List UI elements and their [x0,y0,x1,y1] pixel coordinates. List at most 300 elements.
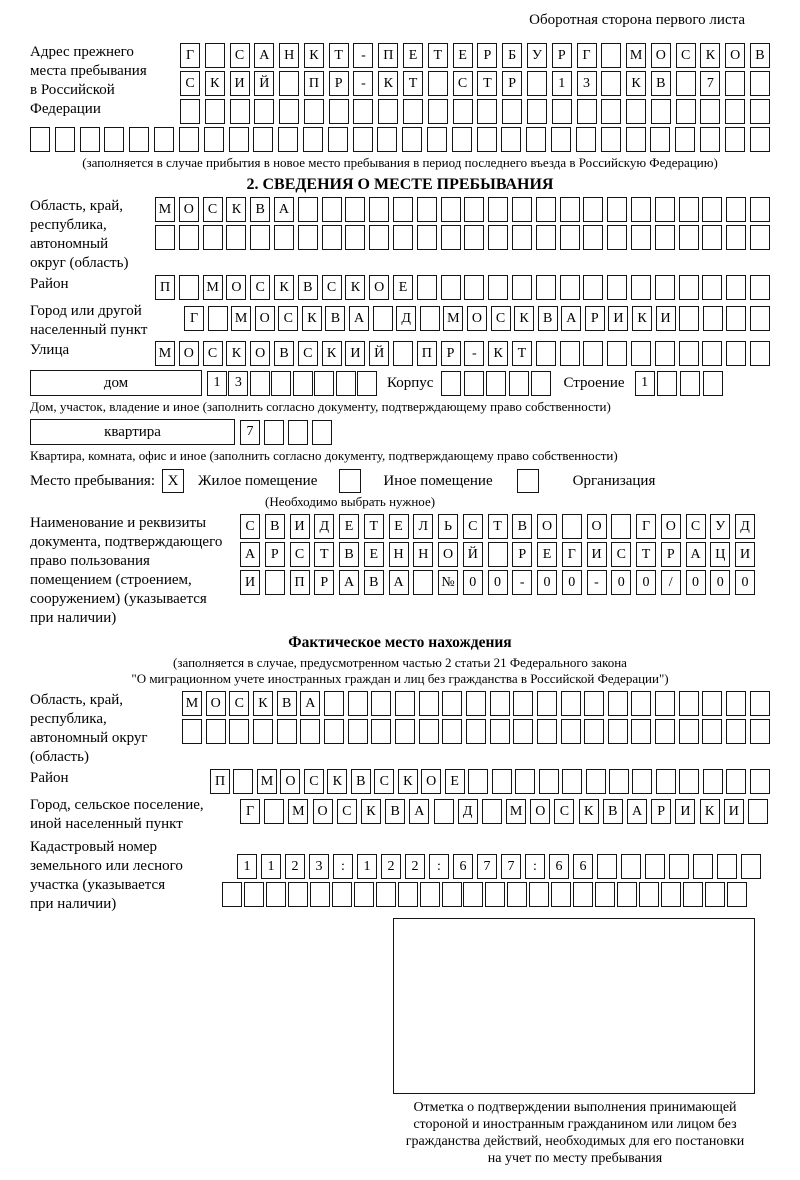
char-box[interactable]: Р [651,799,671,824]
char-box[interactable]: О [179,197,199,222]
char-box[interactable] [104,127,124,152]
char-box[interactable] [277,719,297,744]
char-box[interactable] [393,341,413,366]
char-box[interactable]: Л [413,514,433,539]
char-box[interactable]: Т [314,542,334,567]
char-box[interactable] [560,275,580,300]
char-box[interactable] [750,306,770,331]
char-box[interactable] [597,854,617,879]
char-box[interactable] [601,43,621,68]
char-box[interactable] [265,570,285,595]
char-box[interactable]: Е [393,275,413,300]
char-box[interactable]: О [369,275,389,300]
char-box[interactable] [453,99,473,124]
char-box[interactable]: П [378,43,398,68]
char-box[interactable] [515,769,535,794]
char-box[interactable] [466,719,486,744]
char-box[interactable]: Е [445,769,465,794]
char-box[interactable] [586,769,606,794]
char-box[interactable] [300,719,320,744]
char-box[interactable]: Г [636,514,656,539]
char-box[interactable]: М [288,799,308,824]
char-box[interactable]: П [210,769,230,794]
char-box[interactable]: № [438,570,458,595]
char-box[interactable]: Т [364,514,384,539]
char-box[interactable]: У [527,43,547,68]
char-box[interactable]: С [453,71,473,96]
char-box[interactable] [583,225,603,250]
char-box[interactable] [369,197,389,222]
char-box[interactable]: К [327,769,347,794]
char-box[interactable]: 0 [488,570,508,595]
char-box[interactable]: О [280,769,300,794]
char-box[interactable] [229,127,249,152]
char-box[interactable]: Е [364,542,384,567]
char-box[interactable] [536,225,556,250]
char-box[interactable]: А [627,799,647,824]
char-box[interactable] [626,99,646,124]
char-box[interactable] [427,127,447,152]
char-box[interactable]: С [229,691,249,716]
char-box[interactable] [726,306,746,331]
char-box[interactable]: Д [458,799,478,824]
char-box[interactable] [230,99,250,124]
char-box[interactable]: Г [184,306,204,331]
char-box[interactable] [679,719,699,744]
char-box[interactable]: К [488,341,508,366]
char-box[interactable] [669,854,689,879]
char-box[interactable]: А [274,197,294,222]
char-box[interactable] [226,225,246,250]
char-box[interactable] [434,799,454,824]
char-box[interactable] [293,371,313,396]
char-box[interactable] [253,127,273,152]
char-box[interactable] [676,99,696,124]
char-box[interactable] [507,882,527,907]
char-box[interactable]: Т [488,514,508,539]
char-box[interactable] [244,882,264,907]
char-box[interactable]: М [203,275,223,300]
char-box[interactable]: 3 [577,71,597,96]
char-box[interactable] [560,341,580,366]
char-box[interactable] [726,341,746,366]
char-box[interactable] [607,197,627,222]
char-box[interactable] [631,275,651,300]
char-box[interactable] [417,275,437,300]
char-box[interactable] [583,275,603,300]
char-box[interactable] [485,882,505,907]
char-box[interactable] [679,769,699,794]
char-box[interactable] [727,882,747,907]
char-box[interactable]: О [206,691,226,716]
char-box[interactable]: Е [453,43,473,68]
char-box[interactable] [353,127,373,152]
char-box[interactable] [725,127,745,152]
char-box[interactable] [288,420,308,445]
char-box[interactable] [345,197,365,222]
char-box[interactable] [700,99,720,124]
char-box[interactable]: 0 [686,570,706,595]
char-box[interactable] [477,127,497,152]
char-box[interactable]: А [349,306,369,331]
char-box[interactable] [560,225,580,250]
char-box[interactable]: К [253,691,273,716]
char-box[interactable]: О [467,306,487,331]
char-box[interactable]: М [626,43,646,68]
char-box[interactable] [631,197,651,222]
char-box[interactable] [655,719,675,744]
char-box[interactable] [631,691,651,716]
char-box[interactable]: Т [636,542,656,567]
char-box[interactable] [679,306,699,331]
char-box[interactable]: В [603,799,623,824]
char-box[interactable] [513,719,533,744]
char-box[interactable] [631,719,651,744]
char-box[interactable]: Е [403,43,423,68]
char-box[interactable]: О [255,306,275,331]
char-box[interactable]: Р [502,71,522,96]
char-box[interactable] [527,71,547,96]
char-box[interactable]: В [538,306,558,331]
char-box[interactable]: О [587,514,607,539]
char-box[interactable] [205,43,225,68]
char-box[interactable] [726,719,746,744]
char-box[interactable]: О [725,43,745,68]
char-box[interactable] [608,691,628,716]
char-box[interactable]: К [579,799,599,824]
char-box[interactable] [650,127,670,152]
char-box[interactable] [645,854,665,879]
char-box[interactable] [595,882,615,907]
char-box[interactable]: Р [265,542,285,567]
char-box[interactable] [526,127,546,152]
char-box[interactable]: М [443,306,463,331]
char-box[interactable]: С [304,769,324,794]
char-box[interactable] [403,99,423,124]
char-box[interactable] [717,854,737,879]
char-box[interactable]: 3 [228,371,248,396]
char-box[interactable]: К [398,769,418,794]
char-box[interactable]: 0 [463,570,483,595]
char-box[interactable] [560,197,580,222]
char-box[interactable] [332,882,352,907]
char-box[interactable]: К [514,306,534,331]
char-box[interactable] [551,882,571,907]
char-box[interactable] [264,420,284,445]
char-box[interactable] [562,514,582,539]
char-box[interactable]: П [304,71,324,96]
char-box[interactable]: С [180,71,200,96]
char-box[interactable]: Д [396,306,416,331]
char-box[interactable]: К [205,71,225,96]
char-box[interactable]: М [155,341,175,366]
char-box[interactable]: С [463,514,483,539]
char-box[interactable] [509,371,529,396]
char-box[interactable]: О [250,341,270,366]
char-box[interactable] [750,275,770,300]
char-box[interactable]: А [254,43,274,68]
char-box[interactable] [561,719,581,744]
char-box[interactable]: : [333,854,353,879]
char-box[interactable] [464,371,484,396]
char-box[interactable]: - [353,71,373,96]
char-box[interactable]: А [240,542,260,567]
char-box[interactable]: - [587,570,607,595]
char-box[interactable]: Т [428,43,448,68]
char-box[interactable] [322,225,342,250]
char-box[interactable] [428,99,448,124]
char-box[interactable] [279,71,299,96]
char-box[interactable] [726,197,746,222]
char-box[interactable] [345,225,365,250]
char-box[interactable]: 0 [710,570,730,595]
char-box[interactable] [679,275,699,300]
char-box[interactable] [154,127,174,152]
char-box[interactable] [452,127,472,152]
char-box[interactable]: 0 [735,570,755,595]
char-box[interactable] [680,371,700,396]
char-box[interactable]: И [656,306,676,331]
char-box[interactable]: А [686,542,706,567]
char-box[interactable] [561,691,581,716]
char-box[interactable]: Р [512,542,532,567]
char-box[interactable] [601,71,621,96]
char-box[interactable] [725,71,745,96]
char-box[interactable]: И [240,570,260,595]
char-box[interactable]: Е [389,514,409,539]
char-box[interactable] [419,691,439,716]
char-box[interactable]: К [378,71,398,96]
char-box[interactable]: В [339,542,359,567]
char-box[interactable] [222,882,242,907]
char-box[interactable]: Г [240,799,260,824]
char-box[interactable] [464,225,484,250]
char-box[interactable] [702,225,722,250]
char-box[interactable] [129,127,149,152]
char-box[interactable] [371,719,391,744]
char-box[interactable] [377,127,397,152]
char-box[interactable]: В [750,43,770,68]
char-box[interactable]: И [608,306,628,331]
char-box[interactable] [266,882,286,907]
char-box[interactable] [726,769,746,794]
char-box[interactable]: Р [314,570,334,595]
char-box[interactable] [322,197,342,222]
char-box[interactable] [80,127,100,152]
char-box[interactable]: 0 [611,570,631,595]
char-box[interactable] [328,127,348,152]
char-box[interactable] [324,719,344,744]
char-box[interactable] [353,99,373,124]
char-box[interactable] [442,719,462,744]
char-box[interactable] [303,127,323,152]
char-box[interactable] [679,341,699,366]
char-box[interactable]: Р [441,341,461,366]
char-box[interactable]: Н [413,542,433,567]
char-box[interactable] [639,882,659,907]
char-box[interactable] [748,799,768,824]
char-box[interactable] [55,127,75,152]
char-box[interactable] [441,275,461,300]
char-box[interactable] [441,371,461,396]
char-box[interactable]: О [226,275,246,300]
char-box[interactable]: Р [552,43,572,68]
char-box[interactable]: Т [329,43,349,68]
char-box[interactable] [271,371,291,396]
char-box[interactable] [274,225,294,250]
char-box[interactable]: К [345,275,365,300]
char-box[interactable]: Й [463,542,483,567]
char-box[interactable]: Ц [710,542,730,567]
char-box[interactable]: Р [585,306,605,331]
char-box[interactable] [395,719,415,744]
char-box[interactable] [651,99,671,124]
char-box[interactable]: М [231,306,251,331]
char-box[interactable] [420,306,440,331]
char-box[interactable]: С [686,514,706,539]
char-box[interactable] [562,769,582,794]
char-box[interactable]: В [250,197,270,222]
char-box[interactable] [312,420,332,445]
char-box[interactable] [621,854,641,879]
char-box[interactable]: С [250,275,270,300]
char-box[interactable] [180,99,200,124]
char-box[interactable]: Р [477,43,497,68]
char-box[interactable] [182,719,202,744]
char-box[interactable] [661,882,681,907]
char-box[interactable]: 7 [240,420,260,445]
char-box[interactable]: Г [180,43,200,68]
char-box[interactable]: М [257,769,277,794]
char-box[interactable]: 1 [357,854,377,879]
char-box[interactable]: К [632,306,652,331]
char-box[interactable] [700,127,720,152]
char-box[interactable] [329,99,349,124]
char-box[interactable]: / [661,570,681,595]
char-box[interactable] [577,99,597,124]
char-box[interactable] [376,882,396,907]
char-box[interactable] [703,769,723,794]
char-box[interactable] [527,99,547,124]
char-box[interactable]: П [417,341,437,366]
char-box[interactable]: И [290,514,310,539]
char-box[interactable]: Р [661,542,681,567]
char-box[interactable]: М [182,691,202,716]
char-box[interactable] [179,275,199,300]
char-box[interactable]: В [351,769,371,794]
char-box[interactable] [632,769,652,794]
char-box[interactable]: К [226,341,246,366]
char-box[interactable] [442,882,462,907]
char-box[interactable]: С [374,769,394,794]
char-box[interactable] [725,99,745,124]
char-box[interactable]: 1 [261,854,281,879]
char-box[interactable] [442,691,462,716]
char-box[interactable] [428,71,448,96]
char-box[interactable]: Д [735,514,755,539]
char-box[interactable]: О [530,799,550,824]
char-box[interactable] [488,542,508,567]
char-box[interactable] [675,127,695,152]
char-box[interactable] [655,275,675,300]
char-box[interactable] [492,769,512,794]
char-box[interactable]: Т [403,71,423,96]
char-box[interactable]: В [512,514,532,539]
char-box[interactable] [726,691,746,716]
char-box[interactable] [233,769,253,794]
char-box[interactable]: 2 [285,854,305,879]
char-box[interactable]: Т [477,71,497,96]
char-box[interactable] [464,275,484,300]
char-box[interactable] [512,225,532,250]
char-box[interactable] [676,71,696,96]
char-box[interactable]: 6 [453,854,473,879]
char-box[interactable]: И [230,71,250,96]
char-box[interactable] [373,306,393,331]
char-box[interactable]: О [421,769,441,794]
char-box[interactable]: А [300,691,320,716]
char-box[interactable] [655,225,675,250]
char-box[interactable]: Е [339,514,359,539]
checkbox-zhiloe[interactable]: X [162,469,184,493]
char-box[interactable] [203,225,223,250]
char-box[interactable] [531,371,551,396]
char-box[interactable] [583,341,603,366]
char-box[interactable] [726,275,746,300]
checkbox-inoe[interactable] [339,469,361,493]
char-box[interactable] [583,197,603,222]
char-box[interactable] [310,882,330,907]
char-box[interactable]: К [626,71,646,96]
char-box[interactable] [750,99,770,124]
char-box[interactable]: К [274,275,294,300]
char-box[interactable] [750,769,770,794]
char-box[interactable] [750,719,770,744]
char-box[interactable] [513,691,533,716]
char-box[interactable] [741,854,761,879]
char-box[interactable] [466,691,486,716]
char-box[interactable] [250,371,270,396]
char-box[interactable]: О [661,514,681,539]
char-box[interactable] [502,99,522,124]
char-box[interactable] [253,719,273,744]
char-box[interactable] [611,514,631,539]
char-box[interactable] [490,691,510,716]
char-box[interactable]: 1 [237,854,257,879]
char-box[interactable]: 1 [207,371,227,396]
char-box[interactable] [488,275,508,300]
char-box[interactable] [288,882,308,907]
char-box[interactable] [537,691,557,716]
char-box[interactable]: В [298,275,318,300]
char-box[interactable]: О [651,43,671,68]
char-box[interactable] [354,882,374,907]
char-box[interactable]: В [277,691,297,716]
char-box[interactable]: А [409,799,429,824]
char-box[interactable] [552,99,572,124]
char-box[interactable]: Д [314,514,334,539]
char-box[interactable]: 7 [501,854,521,879]
char-box[interactable] [584,691,604,716]
checkbox-organizatsiya[interactable] [517,469,539,493]
char-box[interactable]: И [345,341,365,366]
char-box[interactable]: Й [254,71,274,96]
char-box[interactable] [529,882,549,907]
char-box[interactable] [609,769,629,794]
char-box[interactable] [703,371,723,396]
char-box[interactable] [279,99,299,124]
char-box[interactable]: П [290,570,310,595]
